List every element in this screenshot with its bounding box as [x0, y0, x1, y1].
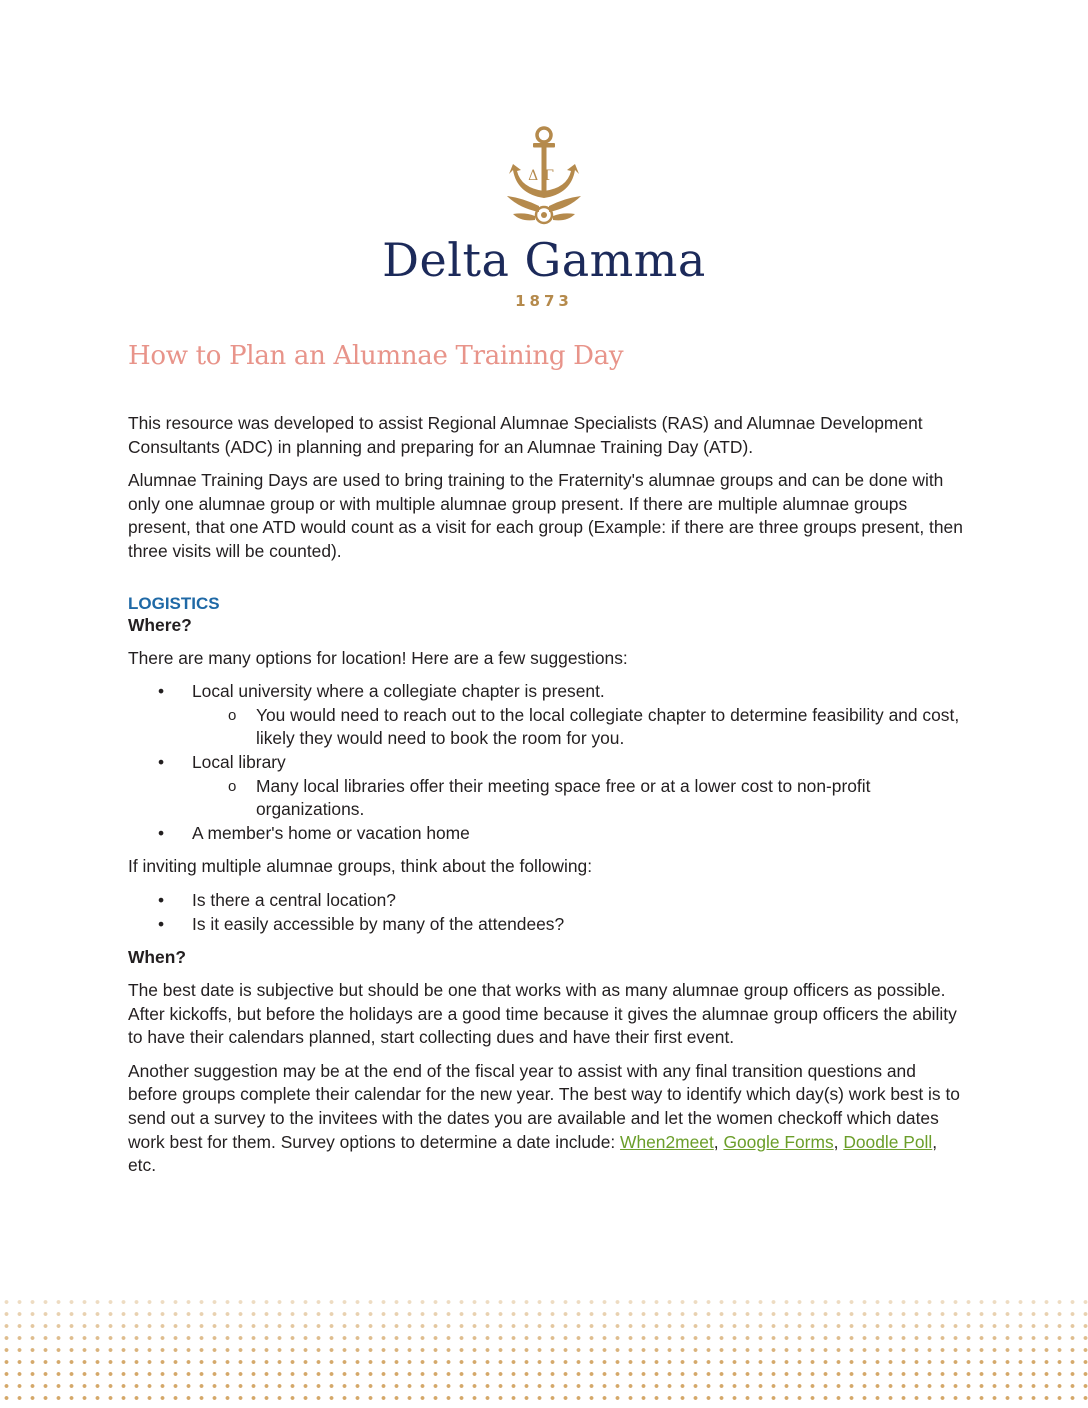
- document-body: [128, 338, 968, 1188]
- sub-list: [192, 704, 968, 751]
- paragraph-end: , etc.: [128, 1131, 938, 1176]
- google-forms-link[interactable]: Google Forms: [723, 1131, 834, 1152]
- emblem-letters: ΔΓ: [528, 168, 560, 184]
- sub-list-item: o Many local libraries offer their meeting space free or at a lower cost to non-profit organizations.: [192, 775, 968, 822]
- list-item: • Is it easily accessible by many of the attendees?: [128, 913, 968, 937]
- dotted-footer-pattern: [0, 1296, 1088, 1408]
- list-item: [128, 751, 968, 822]
- sub-list: [192, 775, 968, 822]
- page-title: How to Plan an Alumnae Training Day: [128, 341, 624, 371]
- location-list: [128, 680, 968, 845]
- sub-list-item: o You would need to reach out to the local collegiate chapter to determine feasibility and cost, likely they would need to book the room for you.: [192, 704, 968, 751]
- list-item-text: A member's home or vacation home: [192, 822, 470, 843]
- list-item: • Is there a central location?: [128, 889, 968, 913]
- multi-group-list: [128, 889, 968, 936]
- link-separator: ,: [833, 1131, 844, 1152]
- multi-group-lead: If inviting multiple alumnae groups, think about the following:: [128, 856, 593, 877]
- when-paragraph-1: The best date is subjective but should be one that works with as many alumnae group officers as possible. After kickoffs, but before the holidays are a good time because it gives the alumnae group officers the ability to have their calendars planned, start collecting dues and have their first event.: [128, 980, 957, 1048]
- intro-paragraph-2: Alumnae Training Days are used to bring training to the Fraternity's alumnae groups and can be done with only one alumnae group or with multiple alumnae group present. If there are multiple alumnae groups present, that one ATD would count as a visit for each group (Example: if there are three groups present, then three visits will be counted).: [128, 470, 963, 561]
- anchor-icon: [499, 126, 589, 230]
- when-paragraph-2-text: Another suggestion may be at the end of the fiscal year to assist with any final transition questions and before groups complete their calendar for the new year. The best way to identify which day(s) work best is to send out a survey to the invitees with the dates you are available and let the women checkoff which dates work best for them. Survey options to determine a date include:: [128, 1060, 960, 1152]
- when-paragraph-2: [128, 1060, 968, 1178]
- doodle-poll-link[interactable]: Doodle Poll: [843, 1131, 933, 1152]
- when2meet-link[interactable]: When2meet: [620, 1131, 714, 1152]
- list-item-text: Local library: [192, 751, 286, 772]
- where-heading: Where?: [128, 614, 192, 635]
- when-heading: When?: [128, 947, 186, 968]
- logo: [0, 126, 1088, 310]
- link-separator: ,: [713, 1131, 724, 1152]
- brand-year: 1873: [515, 292, 573, 310]
- where-lead: There are many options for location! Here are a few suggestions:: [128, 647, 628, 668]
- list-item-text: Local university where a collegiate chapter is present.: [192, 681, 605, 702]
- list-item: [128, 822, 968, 846]
- intro-paragraph-1: This resource was developed to assist Regional Alumnae Specialists (RAS) and Alumnae Development Consultants (ADC) in planning and preparing for an Alumnae Training Day (ATD).: [128, 413, 923, 457]
- list-item: [128, 680, 968, 751]
- brand-name: Delta Gamma: [382, 233, 706, 287]
- logistics-heading: LOGISTICS: [128, 593, 220, 613]
